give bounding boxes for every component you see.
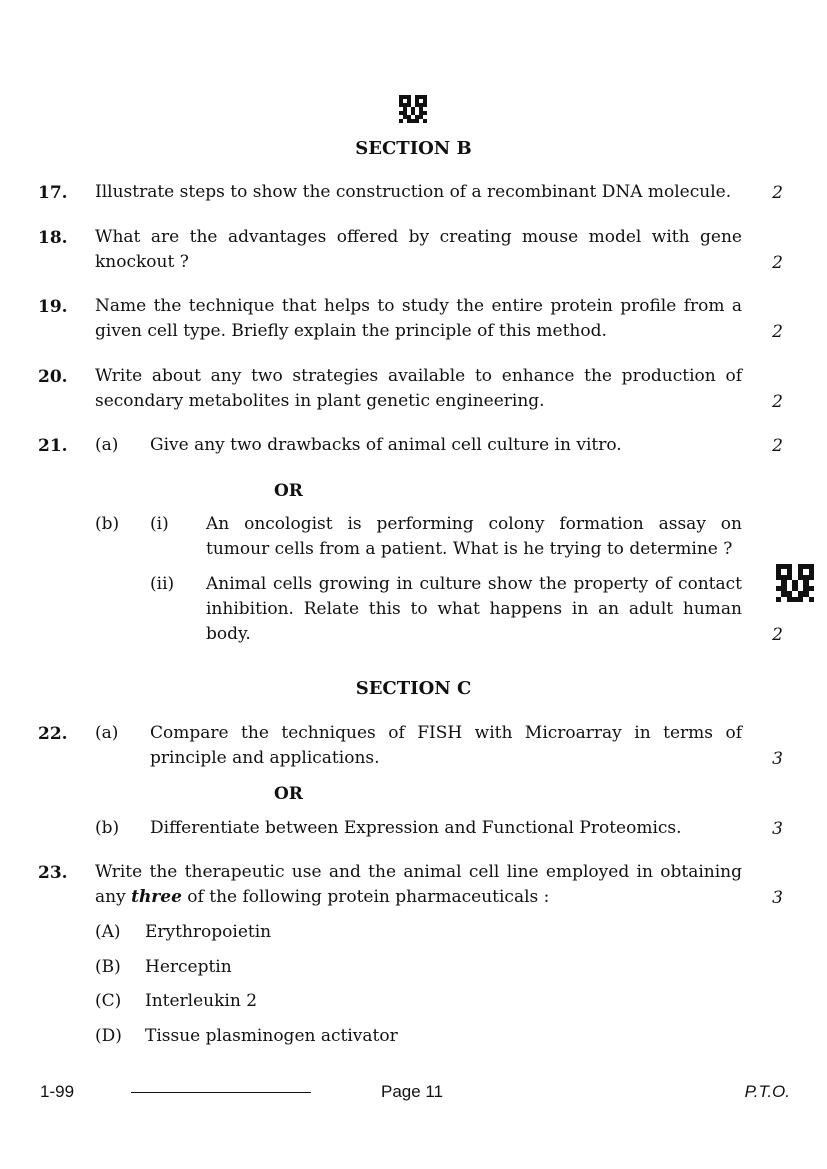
question-22b-text: Differentiate between Expression and Functional Proteomics. — [150, 818, 682, 838]
footer-paper-code: 1-99 — [40, 1082, 75, 1101]
option-c-label: (C) — [95, 991, 122, 1011]
option-b-text: Herceptin — [145, 957, 232, 977]
question-21-or: OR — [274, 481, 303, 501]
question-18-marks: 2 — [772, 253, 783, 273]
option-c-text: Interleukin 2 — [145, 991, 258, 1011]
footer-pto: P.T.O. — [744, 1082, 790, 1101]
option-b-label: (B) — [95, 957, 121, 977]
question-20-text: Write about any two strategies available to enhance the production of secondary metabolites in plant genetic engineering. — [95, 366, 742, 411]
qr-code-side — [776, 564, 814, 602]
question-21b-ii-label: (ii) — [150, 574, 175, 594]
question-19-marks: 2 — [772, 322, 783, 342]
question-23-text-end: of the following protein pharmaceuticals : — [181, 887, 550, 907]
question-17-number: 17. — [38, 183, 68, 203]
option-d-text: Tissue plasminogen activator — [145, 1026, 398, 1046]
question-21b-ii-text: Animal cells growing in culture show the property of contact inhibition. Relate this to what happens in an adult human body. — [206, 574, 742, 644]
question-22a-marks: 3 — [772, 749, 783, 769]
option-d-label: (D) — [95, 1026, 122, 1046]
question-21b-i-label: (i) — [150, 514, 169, 534]
qr-code-top — [399, 95, 427, 123]
question-20-marks: 2 — [772, 392, 783, 412]
question-21a-text: Give any two drawbacks of animal cell culture in vitro. — [150, 435, 622, 455]
question-21a-marks: 2 — [772, 436, 783, 456]
question-20-number: 20. — [38, 367, 68, 387]
question-17-marks: 2 — [772, 183, 783, 203]
question-22a-label: (a) — [95, 723, 119, 743]
question-21b-label: (b) — [95, 514, 120, 534]
option-a-text: Erythropoietin — [145, 922, 272, 942]
question-21-number: 21. — [38, 436, 68, 456]
question-23-number: 23. — [38, 863, 68, 883]
question-23-marks: 3 — [772, 888, 783, 908]
question-22a-text: Compare the techniques of FISH with Microarray in terms of principle and applications. — [150, 723, 742, 768]
question-21b-marks: 2 — [772, 625, 783, 645]
section-b-heading: SECTION B — [355, 138, 472, 159]
question-19-number: 19. — [38, 297, 68, 317]
question-17-text: Illustrate steps to show the construction of a recombinant DNA molecule. — [95, 182, 732, 202]
question-18-number: 18. — [38, 228, 68, 248]
question-22-number: 22. — [38, 724, 68, 744]
question-22-or: OR — [274, 784, 303, 804]
question-18-text: What are the advantages offered by creating mouse model with gene knockout ? — [95, 227, 742, 272]
question-19-text: Name the technique that helps to study the entire protein profile from a given cell type. Briefly explain the principle of this method. — [95, 296, 742, 341]
footer-page-number: Page 11 — [381, 1082, 444, 1101]
question-22b-label: (b) — [95, 818, 120, 838]
question-23-emphasis: three — [131, 887, 182, 907]
question-21a-label: (a) — [95, 435, 119, 455]
question-23-text — [95, 860, 742, 910]
option-a-label: (A) — [95, 922, 121, 942]
question-22b-marks: 3 — [772, 819, 783, 839]
question-23-text-start: Write the therapeutic use and the animal cell line employed in obtaining any — [95, 862, 742, 907]
question-21b-i-text: An oncologist is performing colony formation assay on tumour cells from a patient. What is he trying to determine ? — [206, 514, 742, 559]
section-c-heading: SECTION C — [355, 678, 472, 699]
footer-rule — [131, 1092, 311, 1093]
